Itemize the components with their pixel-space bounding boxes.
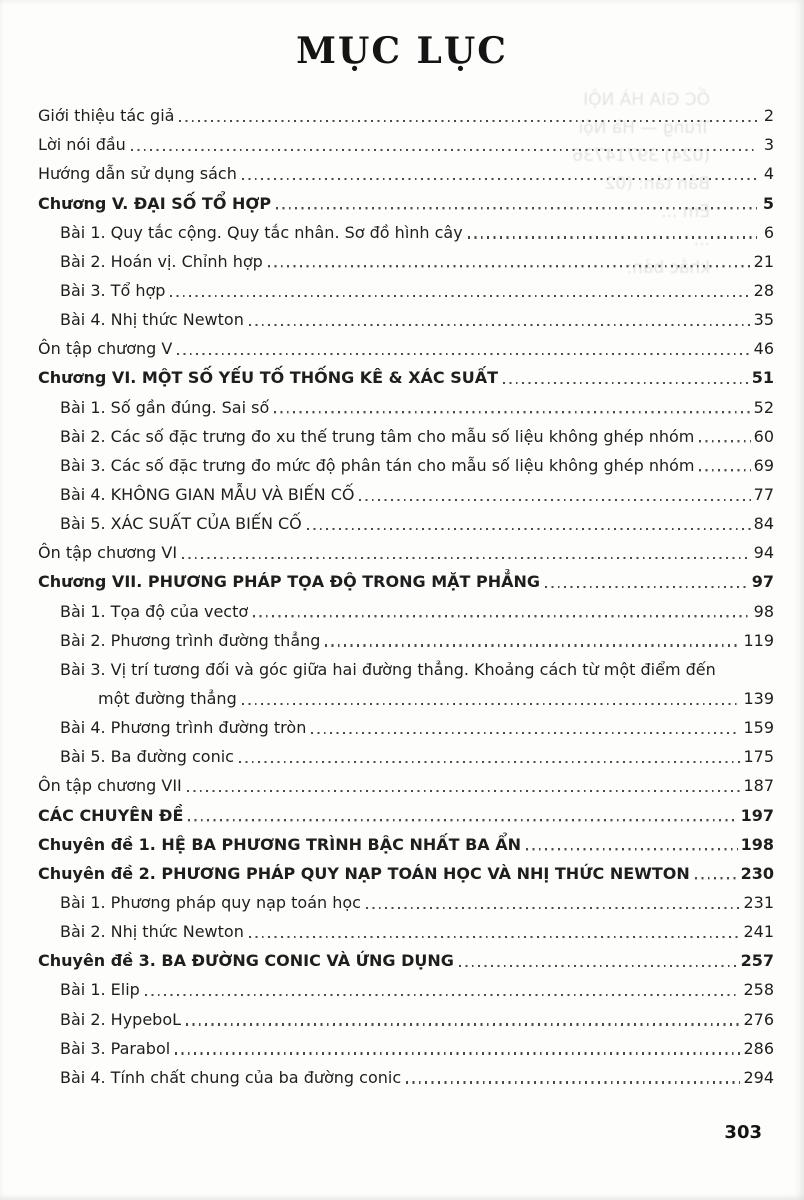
toc-entry-label: một đường thẳng xyxy=(98,688,237,708)
dot-leader xyxy=(699,440,750,442)
toc-entry xyxy=(38,508,774,537)
dot-leader xyxy=(468,236,757,238)
dot-leader xyxy=(131,149,757,151)
toc-entry-page: 84 xyxy=(753,514,774,534)
toc-entry-page: 46 xyxy=(753,339,774,359)
toc-entry-label: Bài 1. Số gần đúng. Sai số xyxy=(60,397,270,417)
dot-leader xyxy=(170,295,750,297)
dot-leader xyxy=(406,1081,740,1083)
toc-entry-page: 5 xyxy=(762,193,774,213)
dot-leader xyxy=(187,790,741,792)
toc-entry xyxy=(38,858,774,887)
toc-entry xyxy=(38,275,774,304)
toc-entry xyxy=(38,1033,774,1062)
toc-entry-label: Bài 5. XÁC SUẤT CỦA BIẾN CỐ xyxy=(60,514,302,534)
toc-entry xyxy=(38,187,774,216)
toc-entry-label: Bài 4. KHÔNG GIAN MẪU VÀ BIẾN CỐ xyxy=(60,484,355,504)
toc-entry xyxy=(38,391,774,420)
toc-entry-label: Bài 5. Ba đường conic xyxy=(60,747,234,767)
toc-entry-page: 3 xyxy=(763,135,774,155)
dot-leader xyxy=(325,644,740,646)
toc-entry xyxy=(38,1062,774,1091)
toc-entry xyxy=(38,916,774,945)
bleedthrough-text: ỐC GIA HÀ NỘI xyxy=(583,90,710,110)
dot-leader xyxy=(366,907,740,909)
dot-leader xyxy=(545,586,749,588)
toc-entry-page: 241 xyxy=(743,922,774,942)
toc-entry-page: 2 xyxy=(763,106,774,126)
toc-entry xyxy=(38,333,774,362)
toc-entry-label: Lời nói đầu xyxy=(38,135,126,155)
toc-entry xyxy=(38,712,774,741)
dot-leader xyxy=(242,703,741,705)
toc-entry-label: Bài 4. Phương trình đường tròn xyxy=(60,718,307,738)
toc-entry-page: 119 xyxy=(743,630,774,650)
toc-entry-page: 60 xyxy=(753,426,774,446)
toc-entry xyxy=(38,595,774,624)
toc-entry xyxy=(38,683,774,712)
toc-entry-label: Ôn tập chương VII xyxy=(38,776,182,796)
dot-leader xyxy=(145,994,741,996)
dot-leader xyxy=(179,120,757,122)
bleedthrough-text: khắc bản: xyxy=(626,258,710,278)
toc-entry xyxy=(38,566,774,595)
toc-entry xyxy=(38,304,774,333)
toc-entry-label: Ôn tập chương V xyxy=(38,339,173,359)
toc-entry-page: 97 xyxy=(751,572,774,592)
bleedthrough-text: Bản tán: (02 xyxy=(604,174,710,194)
toc-entry xyxy=(38,362,774,391)
toc-entry-label: Giới thiệu tác giả xyxy=(38,106,175,126)
dot-leader xyxy=(526,848,738,850)
page-title: MỤC LỤC xyxy=(296,30,508,72)
toc-entry xyxy=(38,537,774,566)
toc-entry xyxy=(38,217,774,246)
dot-leader xyxy=(249,324,751,326)
toc-entry xyxy=(38,654,774,683)
toc-entry xyxy=(38,246,774,275)
toc-entry-page: 159 xyxy=(743,718,774,738)
toc-entry-page: 139 xyxy=(743,688,774,708)
toc-entry xyxy=(38,129,774,158)
toc-entry-page: 35 xyxy=(753,310,774,330)
toc-entry xyxy=(38,421,774,450)
dot-leader xyxy=(276,207,757,209)
toc-entry-label: Bài 2. HypeboL xyxy=(60,1009,182,1029)
toc-entry-page: 6 xyxy=(763,222,774,242)
toc-entry-label: Chương VI. MỘT SỐ YẾU TỐ THỐNG KÊ & XÁC SUẤT xyxy=(38,368,499,388)
toc-entry-label: Bài 4. Tính chất chung của ba đường conic xyxy=(60,1067,402,1087)
dot-leader xyxy=(186,1023,740,1025)
toc-entry xyxy=(38,158,774,187)
bleedthrough-text: (024) 39714736 xyxy=(572,146,710,166)
dot-leader xyxy=(242,178,757,180)
dot-leader xyxy=(253,615,750,617)
toc-entry-page: 52 xyxy=(753,397,774,417)
page-number: 303 xyxy=(724,1122,762,1143)
toc-entry-page: 94 xyxy=(753,543,774,563)
dot-leader xyxy=(359,499,750,501)
toc-entry-page: 187 xyxy=(743,776,774,796)
dot-leader xyxy=(699,469,750,471)
toc-entry xyxy=(38,829,774,858)
toc-entry-page: 4 xyxy=(763,164,774,184)
toc-entry-label: Bài 2. Nhị thức Newton xyxy=(60,922,244,942)
toc-entry xyxy=(38,741,774,770)
bleedthrough-text: Em ... xyxy=(661,202,710,222)
dot-leader xyxy=(307,528,751,530)
toc-entry-label: Bài 3. Parabol xyxy=(60,1038,171,1058)
toc-entry-label: Bài 2. Phương trình đường thẳng xyxy=(60,630,321,650)
toc-entry-label: Bài 3. Tổ hợp xyxy=(60,280,166,300)
toc-entry-page: 230 xyxy=(740,863,774,883)
toc-entry-label: Bài 3. Các số đặc trưng đo mức độ phân tán cho mẫu số liệu không ghép nhóm xyxy=(60,455,695,475)
dot-leader xyxy=(695,877,738,879)
toc-entry-label: Bài 1. Phương pháp quy nạp toán học xyxy=(60,892,361,912)
toc-entry xyxy=(38,450,774,479)
dot-leader xyxy=(175,1052,740,1054)
toc-entry-label: Hướng dẫn sử dụng sách xyxy=(38,164,237,184)
dot-leader xyxy=(503,382,749,384)
toc-entry xyxy=(38,974,774,1003)
dot-leader xyxy=(268,265,751,267)
toc-entry-label: Chương V. ĐẠI SỐ TỔ HỢP xyxy=(38,193,272,213)
toc-entry-label: Chuyên đề 1. HỆ BA PHƯƠNG TRÌNH BẬC NHẤT BA ẨN xyxy=(38,834,522,854)
toc-entry-page: 77 xyxy=(753,484,774,504)
toc-entry-page: 197 xyxy=(740,805,774,825)
toc-entry-page: 98 xyxy=(753,601,774,621)
dot-leader xyxy=(459,965,738,967)
toc-entry xyxy=(38,799,774,828)
bleedthrough-text: Trung — Hà Nội xyxy=(578,118,710,138)
toc-entry xyxy=(38,887,774,916)
toc-entry-label: CÁC CHUYÊN ĐỀ xyxy=(38,805,184,825)
dot-leader xyxy=(182,557,751,559)
bleedthrough-text: ... xyxy=(693,230,710,250)
toc-entry-page: 28 xyxy=(753,280,774,300)
dot-leader xyxy=(311,732,740,734)
toc-entry-label: Bài 4. Nhị thức Newton xyxy=(60,310,244,330)
toc-entry-label: Bài 2. Hoán vị. Chỉnh hợp xyxy=(60,251,263,271)
toc-entry-page: 51 xyxy=(751,368,774,388)
toc-entry-page: 258 xyxy=(743,980,774,1000)
toc-entry-page: 21 xyxy=(753,251,774,271)
toc-list xyxy=(38,100,774,1091)
toc-entry-page: 286 xyxy=(743,1038,774,1058)
toc-entry-page: 231 xyxy=(743,892,774,912)
toc-entry-label: Chuyên đề 3. BA ĐƯỜNG CONIC VÀ ỨNG DỤNG xyxy=(38,951,454,971)
dot-leader xyxy=(239,761,740,763)
toc-entry-page: 198 xyxy=(740,834,774,854)
toc-entry xyxy=(38,1003,774,1032)
toc-entry-label: Bài 2. Các số đặc trưng đo xu thế trung tâm cho mẫu số liệu không ghép nhóm xyxy=(60,426,695,446)
toc-entry xyxy=(38,479,774,508)
dot-leader xyxy=(188,819,737,821)
toc-entry-page: 69 xyxy=(753,455,774,475)
dot-leader xyxy=(177,353,750,355)
toc-entry-label: Bài 1. Quy tắc cộng. Quy tắc nhân. Sơ đồ hình cây xyxy=(60,222,463,242)
dot-leader xyxy=(249,936,741,938)
toc-entry-label: Ôn tập chương VI xyxy=(38,543,178,563)
toc-entry-label: Bài 1. Elip xyxy=(60,980,140,1000)
dot-leader xyxy=(274,411,750,413)
toc-entry xyxy=(38,945,774,974)
toc-entry-label: Chương VII. PHƯƠNG PHÁP TỌA ĐỘ TRONG MẶT PHẲNG xyxy=(38,572,541,592)
toc-entry-page: 175 xyxy=(743,747,774,767)
toc-entry-label: Chuyên đề 2. PHƯƠNG PHÁP QUY NẠP TOÁN HỌC VÀ NHỊ THỨC NEWTON xyxy=(38,863,690,883)
toc-entry-label: Bài 1. Tọa độ của vectơ xyxy=(60,601,249,621)
toc-entry xyxy=(38,770,774,799)
toc-entry-label: Bài 3. Vị trí tương đối và góc giữa hai đường thẳng. Khoảng cách từ một điểm đến xyxy=(60,659,716,679)
toc-entry-page: 257 xyxy=(740,951,774,971)
toc-entry-page: 276 xyxy=(743,1009,774,1029)
toc-entry xyxy=(38,100,774,129)
toc-entry xyxy=(38,625,774,654)
toc-entry-page: 294 xyxy=(743,1067,774,1087)
